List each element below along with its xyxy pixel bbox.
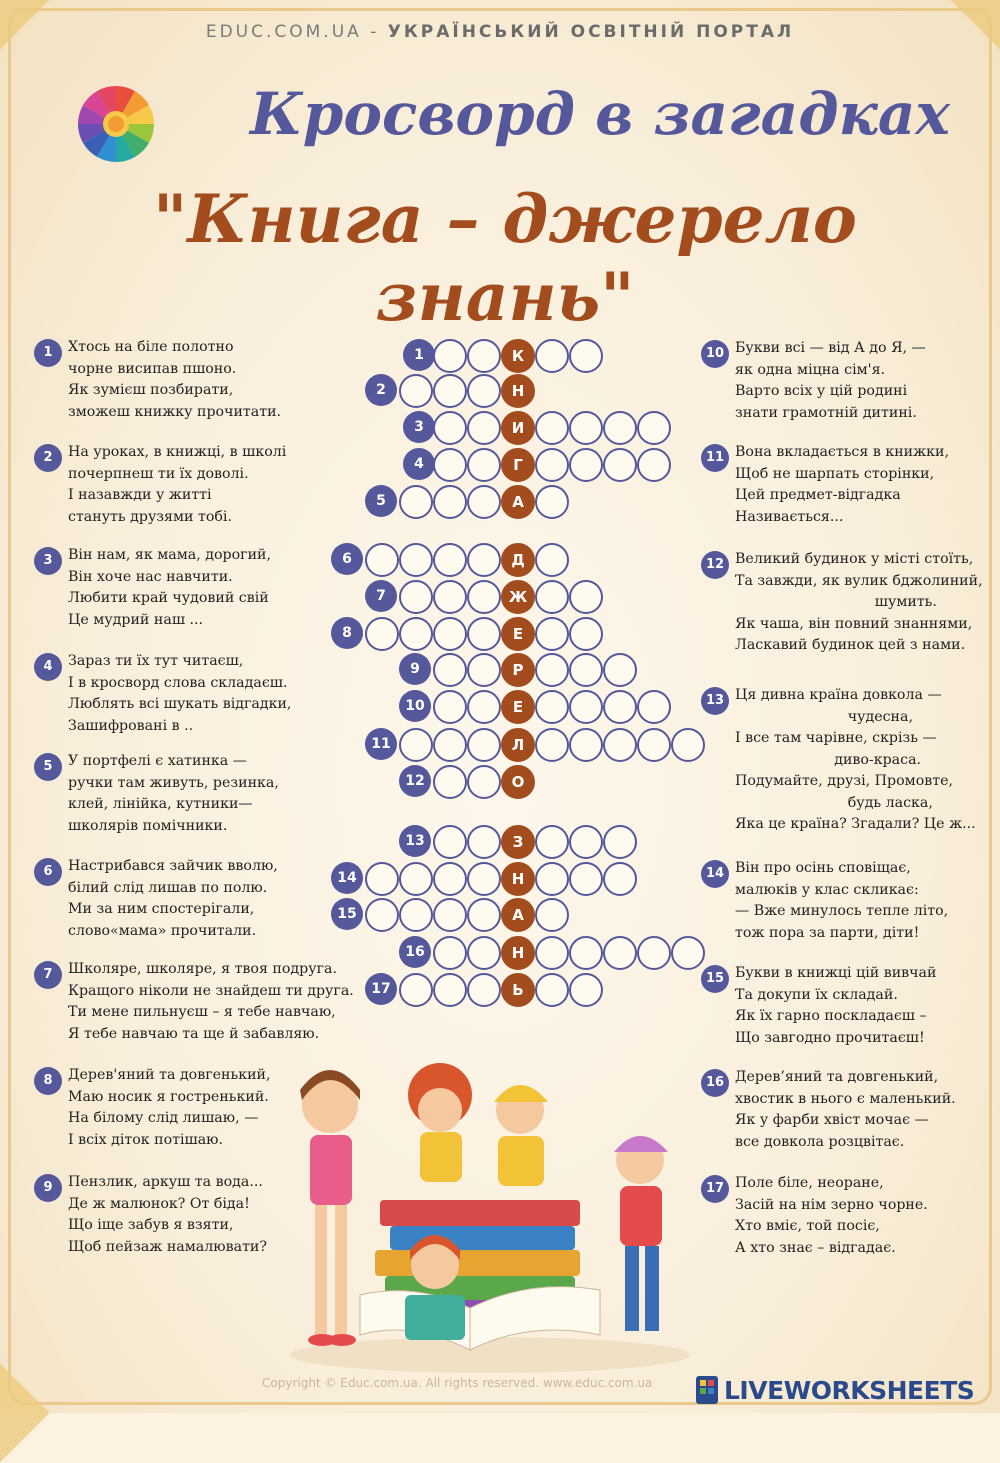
portal-name: УКРАЇНСЬКИЙ ОСВІТНІЙ ПОРТАЛ — [387, 22, 795, 42]
crossword-answer-cell[interactable] — [535, 580, 569, 614]
crossword-answer-cell[interactable] — [467, 898, 501, 932]
crossword-row-number: 9 — [399, 653, 431, 685]
crossword-answer-cell[interactable] — [603, 936, 637, 970]
crossword-answer-cell[interactable] — [569, 339, 603, 373]
crossword-answer-cell[interactable] — [535, 936, 569, 970]
crossword-answer-cell[interactable] — [535, 973, 569, 1007]
crossword-answer-cell[interactable] — [569, 973, 603, 1007]
crossword-key-letter: О — [501, 765, 535, 799]
crossword-answer-cell[interactable] — [569, 653, 603, 687]
riddle-text: Школяре, школяре, я твоя подруга. Кращого ніколи не знайдеш ти друга. Ти мене пильнуєш – я тебе навчаю, Я тебе навчаю та ще й забавляю. — [68, 961, 354, 1042]
crossword-row-16 — [0, 936, 1000, 972]
crossword-answer-cell[interactable] — [535, 411, 569, 445]
crossword-answer-cell[interactable] — [433, 653, 467, 687]
riddle-text: Поле біле, неоране, Засій на нім зерно чорне. Хто вміє, той посіє, А хто знає – відгадає. — [735, 1175, 928, 1256]
crossword-row-number: 6 — [331, 543, 363, 575]
crossword-key-letter: Н — [501, 374, 535, 408]
crossword-row-number: 12 — [399, 765, 431, 797]
crossword-answer-cell[interactable] — [433, 936, 467, 970]
crossword-answer-cell[interactable] — [535, 617, 569, 651]
crossword-answer-cell[interactable] — [433, 411, 467, 445]
crossword-answer-cell[interactable] — [671, 936, 705, 970]
crossword-row-number: 4 — [403, 448, 435, 480]
crossword-answer-cell[interactable] — [399, 898, 433, 932]
crossword-answer-cell[interactable] — [467, 485, 501, 519]
riddle-text: Вона вкладається в книжки, Щоб не шарпать сторінки, Цей предмет-відгадка Називається... — [735, 444, 949, 525]
crossword-answer-cell[interactable] — [569, 411, 603, 445]
crossword-answer-cell[interactable] — [433, 617, 467, 651]
crossword-row-number: 2 — [365, 374, 397, 406]
crossword-answer-cell[interactable] — [467, 411, 501, 445]
riddle-text: Він нам, як мама, дорогий, Він хоче нас навчити. Любити край чудовий свій Це мудрий наш ... — [68, 547, 271, 628]
riddle-text: Дерев’яний та довгенький, хвостик в нього є маленький. Як у фарби хвіст мочає — все довкола розцвітає. — [735, 1069, 956, 1150]
portal-header — [0, 22, 1000, 42]
crossword-row-number: 7 — [365, 580, 397, 612]
riddle-number: 5 — [34, 753, 62, 781]
crossword-row-12 — [0, 765, 1000, 801]
riddle-number: 11 — [701, 444, 729, 472]
crossword-key-letter: Н — [501, 862, 535, 896]
crossword-answer-cell[interactable] — [569, 728, 603, 762]
liveworksheets-brand: LIVEWORKSHEETS — [724, 1376, 975, 1405]
crossword-row-2 — [0, 374, 1000, 410]
title-line-2: "Книга – джерело знань" — [153, 180, 857, 336]
crossword-row-7 — [0, 580, 1000, 616]
crossword-row-number: 10 — [399, 690, 431, 722]
crossword-answer-cell[interactable] — [365, 862, 399, 896]
crossword-key-letter: Н — [501, 936, 535, 970]
crossword-answer-cell[interactable] — [467, 448, 501, 482]
crossword-key-letter: А — [501, 898, 535, 932]
crossword-answer-cell[interactable] — [433, 543, 467, 577]
crossword-row-number: 1 — [403, 339, 435, 371]
crossword-answer-cell[interactable] — [467, 653, 501, 687]
crossword-row-6 — [0, 543, 1000, 579]
crossword-key-letter: А — [501, 485, 535, 519]
crossword-answer-cell[interactable] — [603, 690, 637, 724]
crossword-row-9 — [0, 653, 1000, 689]
riddle-text: Букви в книжці цій вивчай Та докупи їх складай. Як їх гарно поскладаєш – Що завгодно прочитаєш! — [735, 965, 937, 1046]
crossword-answer-cell[interactable] — [535, 898, 569, 932]
crossword-answer-cell[interactable] — [467, 617, 501, 651]
portal-logo-icon — [76, 84, 156, 164]
crossword-answer-cell[interactable] — [467, 690, 501, 724]
crossword-answer-cell[interactable] — [569, 862, 603, 896]
riddle-text: Великий будинок у місті стоїть, Та завжди, як вулик бджолиний, шумить. Як чаша, він повний знаннями, Ласкавий будинок цей з нами. — [735, 551, 983, 653]
crossword-answer-cell[interactable] — [569, 580, 603, 614]
crossword-answer-cell[interactable] — [365, 898, 399, 932]
crossword-answer-cell[interactable] — [433, 898, 467, 932]
crossword-answer-cell[interactable] — [467, 862, 501, 896]
crossword-answer-cell[interactable] — [467, 973, 501, 1007]
riddle-number: 9 — [34, 1174, 62, 1202]
liveworksheets-logo-icon — [696, 1376, 718, 1404]
crossword-row-5 — [0, 485, 1000, 521]
crossword-answer-cell[interactable] — [467, 765, 501, 799]
crossword-key-letter: Ь — [501, 973, 535, 1007]
crossword-answer-cell[interactable] — [569, 825, 603, 859]
crossword-row-13 — [0, 825, 1000, 861]
riddle-number: 8 — [34, 1067, 62, 1095]
crossword-key-letter: Л — [501, 728, 535, 762]
riddle-text: Зараз ти їх тут читаєш, І в кросворд слова складаєш. Люблять всі шукать відгадки, Зашифровані в .. — [68, 653, 292, 734]
crossword-row-number: 17 — [365, 973, 397, 1005]
riddle-number: 10 — [701, 340, 729, 368]
riddle-number: 15 — [701, 965, 729, 993]
riddle-number: 4 — [34, 653, 62, 681]
crossword-row-number: 14 — [331, 862, 363, 894]
crossword-answer-cell[interactable] — [535, 543, 569, 577]
crossword-row-8 — [0, 617, 1000, 653]
crossword-answer-cell[interactable] — [467, 543, 501, 577]
crossword-answer-cell[interactable] — [535, 485, 569, 519]
crossword-answer-cell[interactable] — [433, 973, 467, 1007]
site-name: EDUC.COM.UA — [205, 22, 362, 42]
crossword-answer-cell[interactable] — [467, 339, 501, 373]
crossword-row-1 — [0, 339, 1000, 375]
riddle-number: 1 — [34, 339, 62, 367]
crossword-answer-cell[interactable] — [433, 765, 467, 799]
crossword-answer-cell[interactable] — [399, 485, 433, 519]
crossword-key-letter: Д — [501, 543, 535, 577]
crossword-row-number: 8 — [331, 617, 363, 649]
crossword-answer-cell[interactable] — [467, 374, 501, 408]
crossword-row-14 — [0, 862, 1000, 898]
crossword-answer-cell[interactable] — [433, 339, 467, 373]
crossword-answer-cell[interactable] — [603, 653, 637, 687]
riddle-text: Настрибався зайчик вволю, білий слід лишав по полю. Ми за ним спостерігали, слово«мама» прочитали. — [68, 858, 278, 939]
crossword-key-letter: К — [501, 339, 535, 373]
riddle-number: 7 — [34, 961, 62, 989]
crossword-answer-cell[interactable] — [671, 728, 705, 762]
crossword-answer-cell[interactable] — [399, 617, 433, 651]
crossword-answer-cell[interactable] — [467, 580, 501, 614]
riddle-number: 2 — [34, 444, 62, 472]
crossword-row-number: 13 — [399, 825, 431, 857]
crossword-key-letter: Р — [501, 653, 535, 687]
crossword-answer-cell[interactable] — [603, 448, 637, 482]
copyright-text: Copyright © Educ.com.ua. All rights reserved. www.educ.com.ua — [262, 1376, 653, 1390]
crossword-answer-cell[interactable] — [637, 690, 671, 724]
crossword-key-letter: И — [501, 411, 535, 445]
crossword-answer-cell[interactable] — [637, 448, 671, 482]
crossword-answer-cell[interactable] — [637, 936, 671, 970]
crossword-answer-cell[interactable] — [433, 485, 467, 519]
crossword-answer-cell[interactable] — [365, 617, 399, 651]
riddle-text: У портфелі є хатинка — ручки там живуть, резинка, клей, лінійка, кутники— школярів помічники. — [68, 753, 279, 834]
crossword-row-number: 3 — [403, 411, 435, 443]
crossword-answer-cell[interactable] — [603, 862, 637, 896]
riddle-number: 13 — [701, 687, 729, 715]
riddle-text: Пензлик, аркуш та вода... Де ж малюнок? От біда! Що іще забув я взяти, Щоб пейзаж намалювати? — [68, 1174, 267, 1255]
crossword-row-3 — [0, 411, 1000, 447]
riddle-text: Хтось на біле полотно чорне висипав пшоно. Як зумієш позбирати, зможеш книжку прочитати. — [68, 339, 282, 420]
riddle-text: Ця дивна країна довкола — чудесна, І все там чарівне, скрізь — диво-краса. Подумайте, друзі, Промовте, будь ласка, Яка це країна? Згадали? Це ж... — [735, 687, 976, 832]
crossword-answer-cell[interactable] — [535, 653, 569, 687]
crossword-key-letter: Е — [501, 690, 535, 724]
crossword-answer-cell[interactable] — [399, 862, 433, 896]
crossword-answer-cell[interactable] — [467, 825, 501, 859]
crossword-answer-cell[interactable] — [399, 374, 433, 408]
crossword-answer-cell[interactable] — [399, 728, 433, 762]
crossword-answer-cell[interactable] — [569, 936, 603, 970]
riddle-text: Букви всі — від А до Я, — як одна міцна сім'я. Варто всіх у цій родині знати грамотній дитині. — [735, 340, 926, 421]
crossword-answer-cell[interactable] — [433, 374, 467, 408]
crossword-answer-cell[interactable] — [535, 339, 569, 373]
crossword-row-number: 5 — [365, 485, 397, 517]
crossword-answer-cell[interactable] — [433, 862, 467, 896]
crossword-answer-cell[interactable] — [637, 728, 671, 762]
riddle-number: 14 — [701, 860, 729, 888]
crossword-answer-cell[interactable] — [637, 411, 671, 445]
crossword-answer-cell[interactable] — [535, 728, 569, 762]
crossword-answer-cell[interactable] — [467, 728, 501, 762]
riddle-text: Він про осінь сповіщає, малюків у клас скликає: — Вже минулось тепле літо, тож пора за парти, діти! — [735, 860, 949, 941]
crossword-answer-cell[interactable] — [399, 580, 433, 614]
crossword-answer-cell[interactable] — [433, 690, 467, 724]
crossword-key-letter: Ж — [501, 580, 535, 614]
riddle-number: 12 — [701, 551, 729, 579]
kids-reading-illustration — [270, 1050, 710, 1380]
crossword-answer-cell[interactable] — [603, 728, 637, 762]
crossword-answer-cell[interactable] — [569, 448, 603, 482]
riddle-number: 3 — [34, 547, 62, 575]
crossword-answer-cell[interactable] — [535, 690, 569, 724]
crossword-answer-cell[interactable] — [365, 543, 399, 577]
crossword-answer-cell[interactable] — [569, 690, 603, 724]
riddle-number: 16 — [701, 1069, 729, 1097]
crossword-answer-cell[interactable] — [433, 728, 467, 762]
crossword-answer-cell[interactable] — [569, 617, 603, 651]
crossword-answer-cell[interactable] — [399, 543, 433, 577]
riddle-text: На уроках, в книжці, в школі почерпнеш ти їх доволі. І назавжди у житті стануть друзями тобі. — [68, 444, 287, 525]
riddle-text: Дерев'яний та довгенький, Маю носик я гостренький. На білому слід лишаю, — І всіх діток потішаю. — [68, 1067, 271, 1148]
title-line-1: Кросворд в загадках — [250, 80, 950, 148]
crossword-answer-cell[interactable] — [433, 580, 467, 614]
crossword-row-4 — [0, 448, 1000, 484]
crossword-answer-cell[interactable] — [603, 825, 637, 859]
header-separator: - — [361, 22, 388, 42]
crossword-answer-cell[interactable] — [603, 411, 637, 445]
crossword-key-letter: З — [501, 825, 535, 859]
crossword-answer-cell[interactable] — [535, 825, 569, 859]
crossword-row-number: 15 — [331, 898, 363, 930]
riddle-number: 6 — [34, 858, 62, 886]
crossword-answer-cell[interactable] — [399, 973, 433, 1007]
crossword-answer-cell[interactable] — [535, 448, 569, 482]
crossword-answer-cell[interactable] — [433, 825, 467, 859]
crossword-row-10 — [0, 690, 1000, 726]
crossword-key-letter: Г — [501, 448, 535, 482]
crossword-row-number: 16 — [399, 936, 431, 968]
crossword-row-15 — [0, 898, 1000, 934]
crossword-answer-cell[interactable] — [467, 936, 501, 970]
crossword-row-number: 11 — [365, 728, 397, 760]
crossword-answer-cell[interactable] — [535, 862, 569, 896]
crossword-row-17 — [0, 973, 1000, 1009]
crossword-row-11 — [0, 728, 1000, 764]
crossword-answer-cell[interactable] — [433, 448, 467, 482]
crossword-key-letter: Е — [501, 617, 535, 651]
riddle-number: 17 — [701, 1175, 729, 1203]
